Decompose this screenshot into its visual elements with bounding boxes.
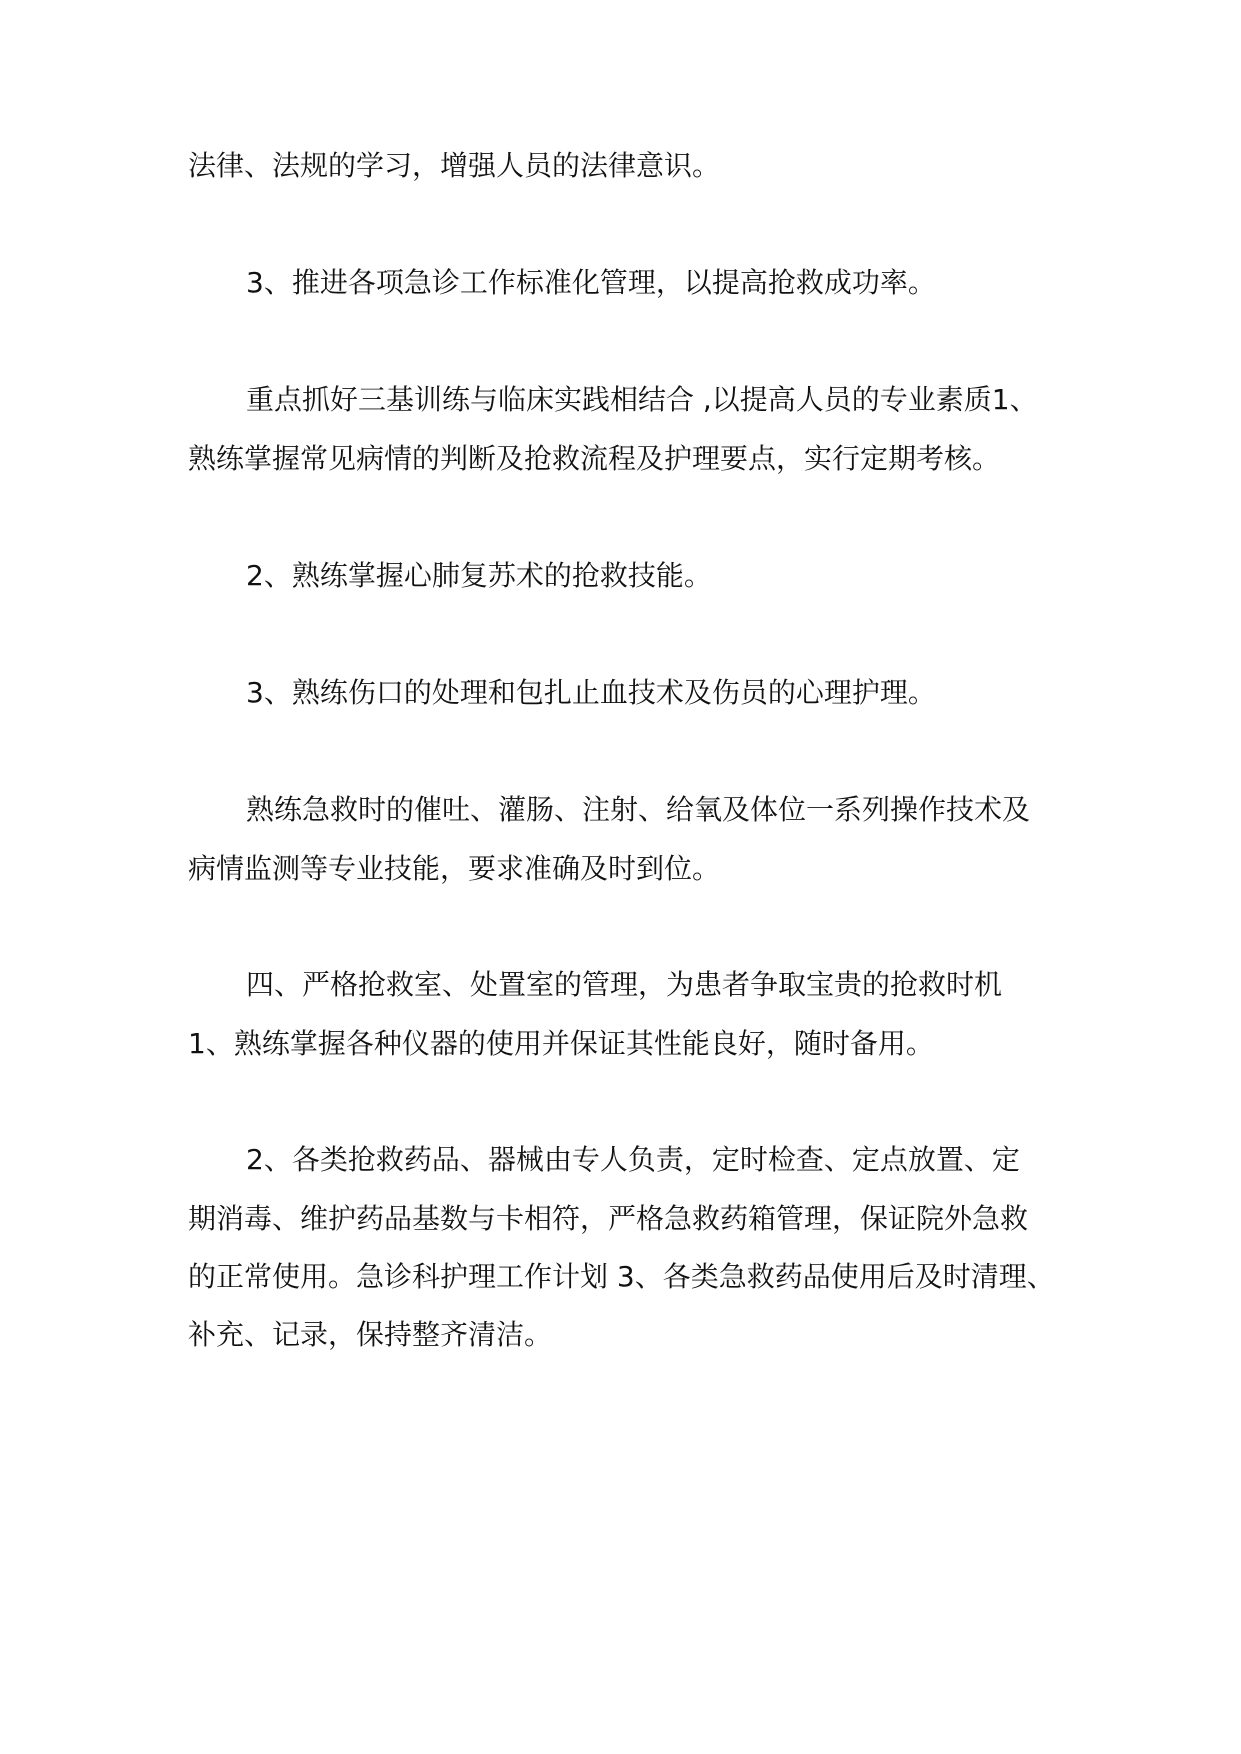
text-line: 熟练急救时的催吐、灌肠、注射、给氧及体位一系列操作技术及 [246,793,1031,826]
text-line: 补充、记录，保持整齐清洁。 [188,1318,553,1351]
text-line: 2、熟练掌握心肺复苏术的抢救技能。 [246,559,712,592]
text-line: 1、熟练掌握各种仪器的使用并保证其性能良好，随时备用。 [188,1027,934,1060]
text-line: 重点抓好三基训练与临床实践相结合 ,以提高人员的专业素质1、 [246,383,1038,416]
text-line: 四、严格抢救室、处置室的管理，为患者争取宝贵的抢救时机 [246,968,1003,1001]
text-line: 期消毒、维护药品基数与卡相符，严格急救药箱管理，保证院外急救 [188,1202,1029,1235]
text-line: 的正常使用。急诊科护理工作计划 3、各类急救药品使用后及时清理、 [188,1260,1055,1293]
text-line: 3、熟练伤口的处理和包扎止血技术及伤员的心理护理。 [246,676,936,709]
text-line: 3、推进各项急诊工作标准化管理，以提高抢救成功率。 [246,266,936,299]
text-line: 病情监测等专业技能，要求准确及时到位。 [188,852,721,885]
text-line: 法律、法规的学习，增强人员的法律意识。 [188,149,721,182]
text-line: 熟练掌握常见病情的判断及抢救流程及护理要点，实行定期考核。 [188,442,1001,475]
text-line: 2、各类抢救药品、器械由专人负责，定时检查、定点放置、定 [246,1143,1020,1176]
